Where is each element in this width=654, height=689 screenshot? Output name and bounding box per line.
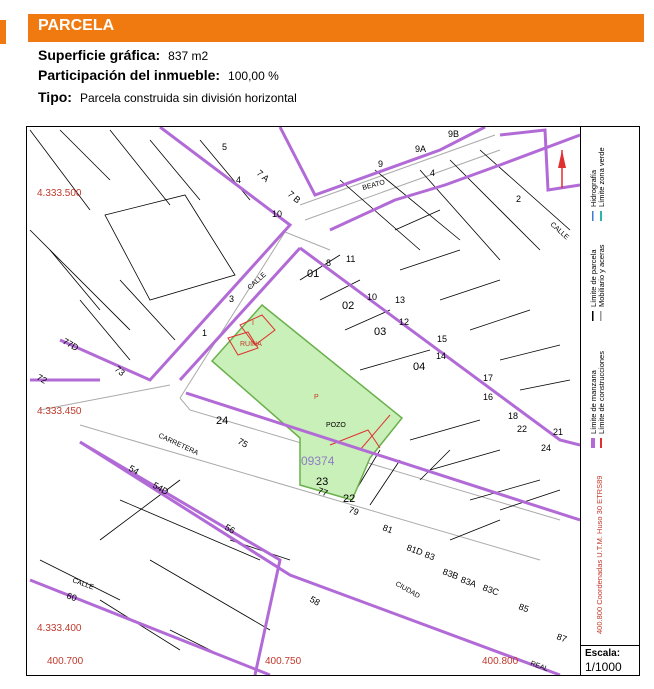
label-p: P [314,394,319,401]
num-9b: 9B [448,129,460,139]
num-81: 81 [381,522,395,536]
num-13: 13 [395,295,406,305]
subparcel-04: 04 [413,361,426,373]
num-79: 79 [347,504,361,518]
header-left-stub [0,20,6,44]
scale-box [580,645,640,676]
surface-label: Superficie gráfica: [38,47,161,63]
type-row [38,89,297,105]
num-83a: 83A [459,574,478,590]
coord-x3: 400.800 [482,656,519,667]
parcel-reference: 09374 [301,454,335,468]
subparcel-02: 02 [342,300,355,312]
num-4b: 4 [430,168,436,178]
num-77d: 77D [61,336,81,353]
num-81d: 81D [405,542,425,558]
map-legend [580,126,640,646]
legend-label-zona-verde: Límite zona verde [597,147,606,207]
coord-y1: 4.333.500 [37,188,82,199]
section-title: PARCELA [38,17,115,34]
type-value: Parcela construida sin división horizontal [79,91,297,105]
header-underline [28,38,644,42]
legend-label-manzana: Límite de manzana [589,370,598,434]
num-56: 56 [223,522,237,536]
num-4a: 4 [236,175,242,185]
cadastral-map [27,127,581,675]
north-arrow-icon [558,150,566,188]
surface-value: 837 m2 [168,49,209,63]
num-18: 18 [508,411,519,421]
share-label: Participación del inmueble: [38,67,221,83]
num-83c: 83C [481,582,501,598]
num-7b: 7 B [285,188,303,206]
num-87: 87 [555,631,569,645]
num-21: 21 [553,427,564,437]
num-72: 72 [35,372,49,386]
legend-item-mobiliario [597,244,606,321]
num-54: 54 [127,463,141,477]
share-value: 100,00 % [228,69,279,83]
num-24: 24 [216,415,229,427]
legend-item-construcciones [597,351,606,448]
coord-y2: 4.333.450 [37,406,82,417]
num-17: 17 [483,373,494,383]
street-real: REAL [529,660,549,674]
coord-x2: 400.750 [265,656,302,667]
surface-row [38,47,208,63]
subparcel-23: 23 [316,476,329,488]
street-calle-1: CALLE [246,271,268,292]
legend-label-hidrografia: Hidrografía [589,169,598,207]
street-carretera: CARRETERA [157,432,200,458]
subparcel-03: 03 [374,326,387,338]
legend-coords-note: 400.800 Coordenadas U.T.M. Huso 30 ETRS89 [595,475,604,634]
num-83b: 83B [441,566,460,582]
num-2: 2 [516,194,522,204]
num-5: 5 [222,142,228,152]
num-1: 1 [202,328,208,338]
street-calle-3: CALLE [71,577,95,592]
street-beato: BEATO [361,179,386,192]
legend-label-construcciones: Límite de construcciones [597,351,606,434]
num-22: 22 [517,424,528,434]
num-10b: 10 [367,292,378,302]
subparcel-22: 22 [343,493,356,505]
num-77: 77 [316,485,330,499]
num-54d: 54D [151,480,171,497]
num-24b: 24 [541,443,552,453]
street-calle-2: CALLE [548,221,570,242]
num-75: 75 [236,436,250,450]
coord-x1: 400.700 [47,656,84,667]
num-83: 83 [423,549,437,563]
coord-y3: 4.333.400 [37,623,82,634]
num-9: 9 [378,159,384,169]
num-9a: 9A [415,144,427,154]
legend-label-parcela: Límite de parcela [589,249,598,307]
num-85: 85 [517,601,531,615]
num-8: 8 [326,258,332,268]
legend-label-mobiliario: Mobiliario y aceras [597,244,606,307]
num-73: 73 [112,363,127,378]
subparcel-01: 01 [307,268,320,280]
num-60: 60 [65,590,79,604]
num-15: 15 [437,334,448,344]
num-10a: 10 [272,209,283,219]
label-i: I [252,320,254,327]
num-11: 11 [346,254,356,264]
label-pozo: POZO [326,422,346,429]
scale-label: Escala: [585,648,621,659]
num-3: 3 [229,294,235,304]
share-row [38,67,279,83]
scale-value: 1/1000 [585,660,622,674]
num-16: 16 [483,392,494,402]
legend-item-zona-verde [597,147,606,221]
num-12: 12 [399,317,410,327]
section-header [28,14,644,38]
num-14: 14 [436,351,447,361]
type-label: Tipo: [38,89,72,105]
street-ciudad: CIUDAD [394,580,421,601]
label-ruina: RUINA [240,341,262,348]
num-58: 58 [308,594,322,608]
num-7a: 7 A [254,167,272,184]
